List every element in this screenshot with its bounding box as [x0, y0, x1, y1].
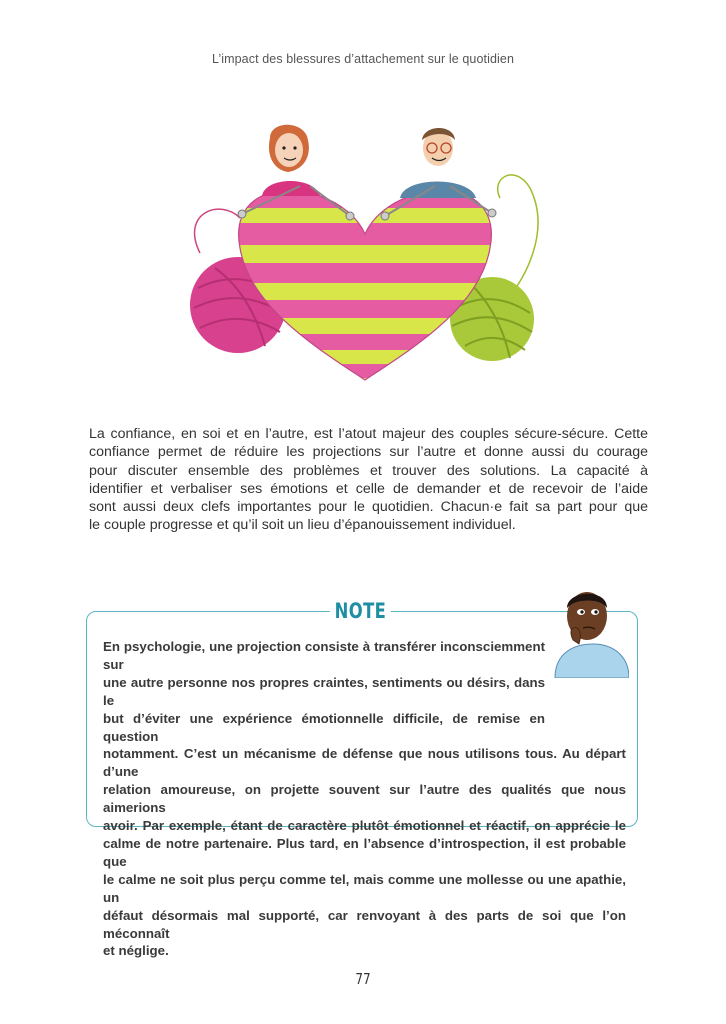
- couple-knitting-heart-illustration: [170, 118, 560, 398]
- body-line: pour discuter ensemble des problèmes et trouver des solutions. La capacité à: [89, 462, 648, 479]
- note-line: notamment. C’est un mécanisme de défense que nous utilisons tous. Au départ d’une: [103, 746, 626, 780]
- note-line: calme de notre partenaire. Plus tard, en l’absence d’introspection, il est probable que: [103, 835, 626, 869]
- man-figure: [400, 128, 476, 198]
- note-title: NOTE: [330, 596, 391, 626]
- page-number: 77: [355, 970, 371, 988]
- note-line: le calme ne soit plus perçu comme tel, mais comme une mollesse ou une apathie, un: [103, 871, 626, 905]
- note-line: et néglige.: [103, 943, 169, 959]
- body-paragraph: [89, 425, 648, 535]
- body-line: confiance permet de réduire les projections sur l’autre et donne aussi du courage: [89, 444, 648, 461]
- body-line: le couple progresse et qu’il soit un lieu d’épanouissement individuel.: [89, 517, 516, 534]
- note-line: défaut désormais mal supporté, car renvoyant à des parts de soi que l’on méconnaît: [103, 907, 626, 941]
- body-line: La confiance, en soi et en l’autre, est l’atout majeur des couples sécure-sécure. Cette: [89, 426, 648, 442]
- note-line: une autre personne nos propres craintes, sentiments ou désirs, dans le: [103, 674, 545, 708]
- note-line: En psychologie, une projection consiste à transférer inconsciemment sur: [103, 639, 545, 672]
- note-line: relation amoureuse, on projette souvent sur l’autre des qualités que nous aimerions: [103, 782, 626, 816]
- note-line: avoir. Par exemple, étant de caractère plutôt émotionnel et réactif, on apprécie le: [103, 818, 626, 834]
- note-line: but d’éviter une expérience émotionnelle difficile, de remise en question: [103, 710, 545, 744]
- woman-figure: [262, 125, 320, 196]
- body-line: sont aussi deux clefs importantes pour le quotidien. Chacun·e fait sa part pour que: [89, 499, 648, 516]
- note-paragraph: [103, 638, 626, 960]
- body-line: identifier et verbaliser ses émotions et celle de demander et de recevoir de l’aide: [89, 480, 648, 497]
- striped-heart: [230, 178, 500, 388]
- running-header: L’impact des blessures d’attachement sur le quotidien: [212, 52, 514, 66]
